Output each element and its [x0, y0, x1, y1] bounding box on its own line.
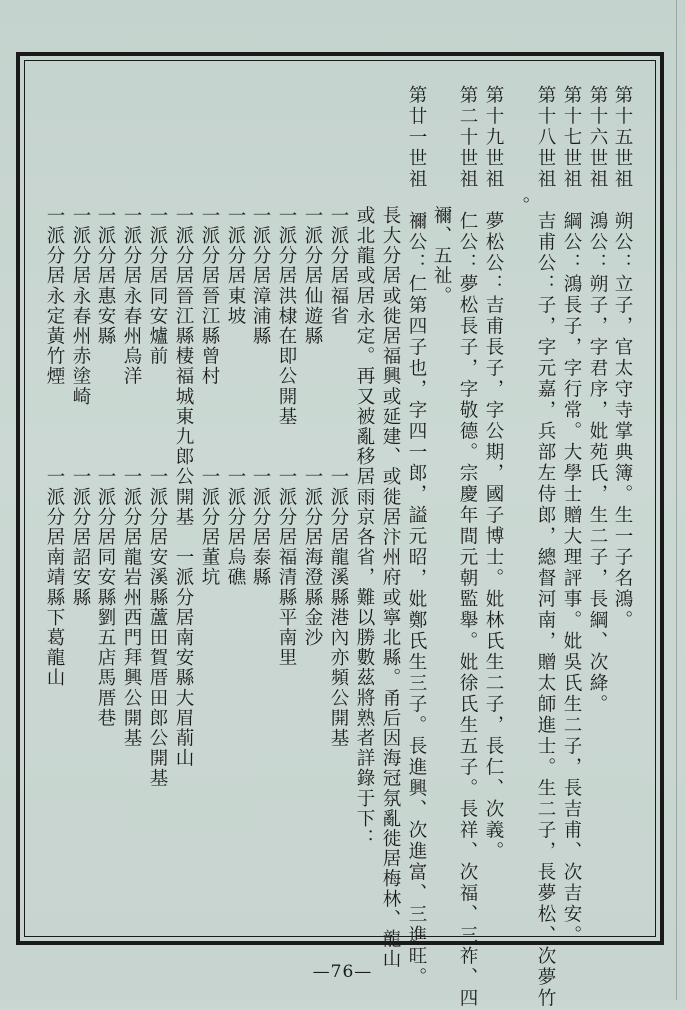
- text-column: 一派分居晉江縣曾村 一派分居董坑: [199, 85, 220, 588]
- text-column: 第廿一世祖 禰公：仁第四子也，字四一郎，謚元昭，妣鄭氏生三子。長進興、次進富、三進旺。: [406, 85, 427, 988]
- text-column: 禰、五祉。: [431, 85, 452, 307]
- text-column: 或北龍或居永定。再又被亂移居雨京各省，難以勝數茲將熟者詳錄于下：: [354, 85, 375, 849]
- text-column: 。: [509, 196, 530, 217]
- text-column: 一派分居洪棣在即公開基 一派分居福清縣平南里: [276, 85, 297, 668]
- page-number: —76—: [312, 962, 373, 982]
- text-column: 一派分居永春州赤塗崎 一派分居詔安縣: [70, 85, 91, 608]
- text-column: 第十五世祖 朔公：立子，官太守寺掌典簿。生一子名鴻。: [612, 85, 633, 631]
- text-column: 一派分居晉江縣棲福城東九郎公開基 一派分居南安縣大眉萷山: [173, 85, 194, 769]
- text-column: 一派分居同安爐前 一派分居安溪縣蘆田賀厝田郎公開基: [147, 85, 168, 789]
- text-column: 一派分居永春州烏洋 一派分居龍岩州西門拜興公開基: [121, 85, 142, 749]
- text-column: 一派分居仙遊縣 一派分居海澄縣金沙: [302, 85, 323, 648]
- text-column: 第十七世祖 綱公：鴻長子，字行常。大學士贈大理評事。妣吳氏生二子，長吉甫、次吉安。: [561, 85, 582, 946]
- text-column: 第十九世祖 夢松公：吉甫長子，字公期，國子博士。妣林氏生二子，長仁、次義。: [483, 85, 504, 862]
- text-column: 一派分居福省 一派分居龍溪縣港內亦頻公開基: [328, 85, 349, 749]
- text-column: 第十六世祖 鴻公：朔子，字君序，妣苑氏，生二子，長綱、次絳。: [587, 85, 608, 715]
- text-column: 一派分居漳浦縣 一派分居泰縣: [250, 85, 271, 588]
- text-column: 一派分居永定黃竹煙 一派分居南靖縣下葛龍山: [44, 85, 65, 688]
- text-column: 一派分居東坡 一派分居烏礁: [225, 85, 246, 588]
- text-column: 第十八世祖 吉甫公：子，字元嘉，兵部左侍郎，總督河南，贈太師進士。生二子，長夢松、次夢竹: [535, 85, 556, 1009]
- text-column: 長大分居或徙居福興或延建、或徙居汴州府或寧北縣。甬后因海冠氛亂徙居梅林、龍山: [380, 85, 401, 970]
- text-column: 一派分居惠安縣 一派分居同安縣劉五店馬厝巷: [95, 85, 116, 729]
- page-edge-line: [676, 0, 677, 1000]
- text-column: 第二十世祖 仁公：夢松長子，字敬德。宗慶年間元朝監舉。妣徐氏生五子。長祥、次福、三祚、四: [457, 85, 478, 1009]
